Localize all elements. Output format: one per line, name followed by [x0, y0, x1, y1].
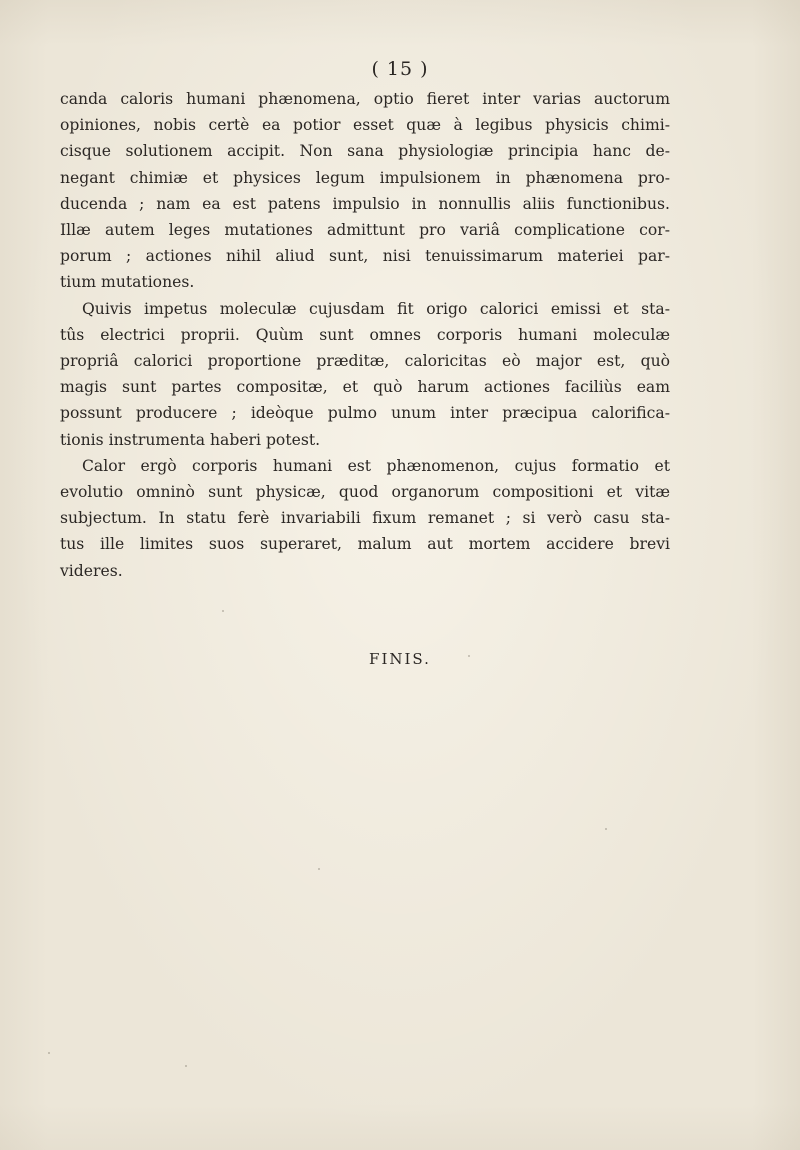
- text-line: possunt producere ; ideòque pulmo unum inter præcipua calorifica-: [60, 404, 670, 423]
- paragraph-2: [60, 296, 670, 453]
- text-line: porum ; actiones nihil aliud sunt, nisi tenuissimarum materiei par-: [60, 247, 670, 266]
- page-number: ( 15 ): [371, 58, 429, 80]
- text-line: canda caloris humani phænomena, optio fieret inter varias auctorum: [60, 90, 670, 108]
- text-line: evolutio omninò sunt physicæ, quod organorum compositioni et vitæ: [60, 483, 670, 502]
- text-line: negant chimiæ et physices legum impulsionem in phænomena pro-: [60, 168, 670, 187]
- paper-speck: [468, 655, 470, 657]
- text-line: propriâ calorici proportione præditæ, caloricitas eò major est, quò: [60, 352, 670, 371]
- text-line: Illæ autem leges mutationes admittunt pro variâ complicatione cor-: [60, 221, 670, 240]
- paper-speck: [222, 610, 224, 612]
- text-line: tus ille limites suos superaret, malum aut mortem accidere brevi: [60, 535, 670, 554]
- text-line: tium mutationes.: [60, 273, 195, 292]
- paper-speck: [318, 868, 320, 870]
- paragraph-3: [60, 453, 670, 584]
- text-line: Calor ergò corporis humani est phænomenon, cujus formatio et: [82, 456, 670, 475]
- text-line: tionis instrumenta haberi potest.: [60, 430, 321, 449]
- text-line: magis sunt partes compositæ, et quò harum actiones faciliùs eam: [60, 378, 670, 397]
- paper-speck: [605, 828, 607, 830]
- text-line: opiniones, nobis certè ea potior esset quæ à legibus physicis chimi-: [60, 116, 670, 135]
- text-line: subjectum. In statu ferè invariabili fixum remanet ; si verò casu sta-: [60, 509, 670, 528]
- text-line: videres.: [60, 561, 123, 580]
- paper-speck: [48, 1052, 50, 1054]
- text-line: ducenda ; nam ea est patens impulsio in nonnullis aliis functionibus.: [60, 194, 670, 213]
- text-line: cisque solutionem accipit. Non sana physiologiæ principia hanc de-: [60, 142, 670, 161]
- body-text: [60, 86, 670, 584]
- paper-speck: [185, 1065, 187, 1067]
- text-line: tûs electrici proprii. Quùm sunt omnes corporis humani moleculæ: [60, 325, 670, 344]
- text-line: Quivis impetus moleculæ cujusdam fit origo calorici emissi et sta-: [82, 299, 670, 318]
- paragraph-1: [60, 86, 670, 296]
- finis-heading: FINIS.: [369, 650, 431, 668]
